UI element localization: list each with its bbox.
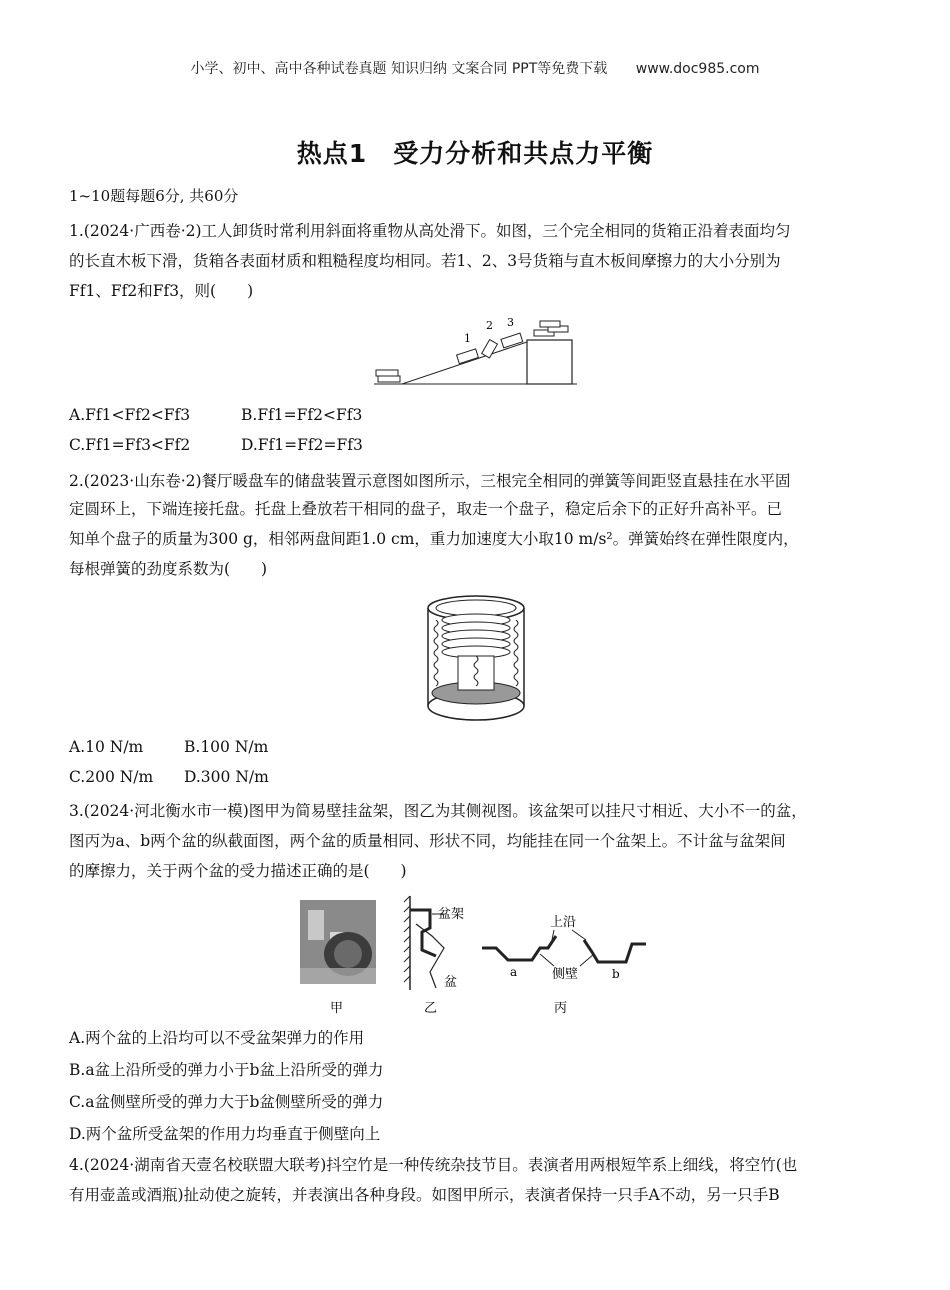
scoring-note: 1~10题每题6分, 共60分 — [69, 187, 239, 205]
label-cebi: 侧壁 — [552, 967, 579, 982]
q1-figure-ramp — [372, 312, 582, 392]
label-penjia: 盆架 — [438, 907, 465, 922]
q2-option-b[interactable]: B.100 N/m — [184, 738, 269, 756]
page-header — [0, 58, 950, 78]
q2-line-4: 每根弹簧的劲度系数为( ) — [69, 560, 268, 578]
header-site[interactable]: www.doc985.com — [635, 61, 760, 77]
box-label-1: 1 — [464, 332, 471, 345]
q3-line-1: 3.(2024·河北衡水市一模)图甲为简易壁挂盆架，图乙为其侧视图。该盆架可以挂尺寸相近、大小不一的盆， — [69, 802, 807, 820]
q2-line-3: 知单个盘子的质量为300 g，相邻两盘间距1.0 cm，重力加速度大小取10 m/s²。弹簧始终在弹性限度内， — [69, 530, 799, 548]
label-pen: 盆 — [444, 975, 458, 990]
label-b: b — [612, 967, 620, 981]
q1-option-b[interactable]: B.Ff1=Ff2<Ff3 — [241, 406, 363, 424]
label-a: a — [510, 965, 518, 979]
q2-figure-plate-warmer — [422, 590, 530, 728]
q1-line-3: Ff1、Ff2和Ff3，则( ) — [69, 282, 254, 300]
q3-line-3: 的摩擦力，关于两个盆的受力描述正确的是( ) — [69, 862, 407, 880]
q3-line-2: 图丙为a、b两个盆的纵截面图，两个盆的质量相同、形状不同，均能挂在同一个盆架上。不计盆与盆架间 — [69, 832, 786, 850]
q1-option-c[interactable]: C.Ff1=Ff3<Ff2 — [69, 436, 191, 454]
q1-option-d[interactable]: D.Ff1=Ff2=Ff3 — [241, 436, 363, 454]
q3-option-b[interactable]: B.a盆上沿所受的弹力小于b盆上沿所受的弹力 — [69, 1061, 384, 1079]
q1-option-a[interactable]: A.Ff1<Ff2<Ff3 — [69, 406, 191, 424]
q3-option-d[interactable]: D.两个盆所受盆架的作用力均垂直于侧壁向上 — [69, 1125, 381, 1143]
q4-line-1: 4.(2024·湖南省天壹名校联盟大联考)抖空竹是一种传统杂技节目。表演者用两根短竿系上细线，将空竹(也 — [69, 1156, 798, 1174]
label-jia: 甲 — [330, 1001, 344, 1016]
page-title: 热点1 受力分析和共点力平衡 — [296, 139, 654, 168]
q2-line-2: 定圆环上，下端连接托盘。托盘上叠放若干相同的盘子，取走一个盘子，稳定后余下的正好升高补平。已 — [69, 500, 783, 518]
box-label-3: 3 — [507, 316, 514, 329]
q1-line-2: 的长直木板下滑，货箱各表面材质和粗糙程度均相同。若1、2、3号货箱与直木板间摩擦力的大小分别为 — [69, 252, 781, 270]
label-yi: 乙 — [424, 1001, 438, 1016]
q2-line-1: 2.(2023·山东卷·2)餐厅暖盘车的储盘装置示意图如图所示，三根完全相同的弹簧等间距竖直悬挂在水平固 — [69, 472, 791, 490]
header-text: 小学、初中、高中各种试卷真题 知识归纳 文案合同 PPT等免费下载 — [190, 61, 608, 77]
label-bing: 丙 — [554, 1001, 568, 1016]
q3-option-a[interactable]: A.两个盆的上沿均可以不受盆架弹力的作用 — [69, 1029, 365, 1047]
q3-figure-basin-rack — [296, 892, 656, 1018]
box-label-2: 2 — [486, 319, 493, 332]
label-shangyan: 上沿 — [550, 915, 577, 930]
q3-option-c[interactable]: C.a盆侧壁所受的弹力大于b盆侧壁所受的弹力 — [69, 1093, 384, 1111]
q2-option-a[interactable]: A.10 N/m — [69, 738, 144, 756]
q2-option-c[interactable]: C.200 N/m — [69, 768, 154, 786]
q1-line-1: 1.(2024·广西卷·2)工人卸货时常利用斜面将重物从高处滑下。如图，三个完全相同的货箱正沿着表面均匀 — [69, 222, 791, 240]
q4-line-2: 有用壶盖或酒瓶)扯动使之旋转，并表演出各种身段。如图甲所示，表演者保持一只手A不动，另一只手B — [69, 1186, 780, 1204]
q2-option-d[interactable]: D.300 N/m — [184, 768, 269, 786]
